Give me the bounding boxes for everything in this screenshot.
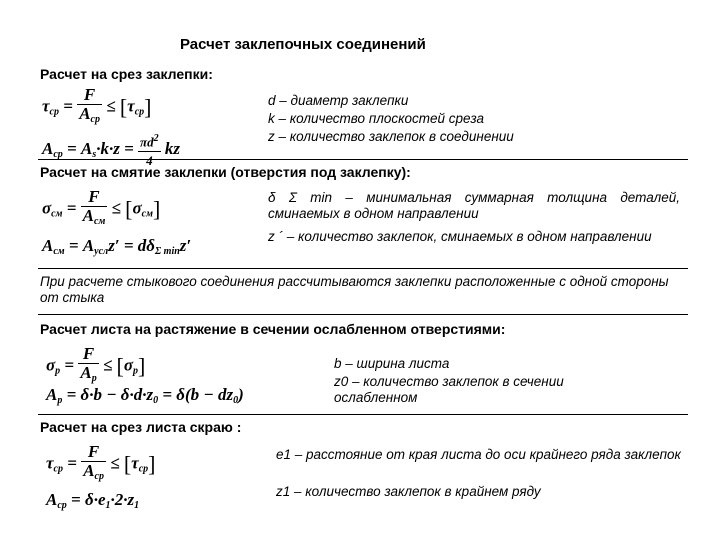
section-heading-rivet-shear: Расчет на срез заклепки: [40, 66, 213, 82]
divider [38, 268, 688, 269]
note-e1: e1 – расстояние от края листа до оси крайнего ряда заклепок [276, 447, 681, 462]
divider [38, 414, 688, 415]
formula-edge-shear-area: $A_{ср} = \delta\cdot e_1\cdot 2\cdot z_1$ [46, 490, 140, 511]
divider [38, 159, 688, 160]
remark-text: При расчете стыкового соединения рассчитываются заклепки расположенные с одной стороны от стыка [40, 274, 669, 305]
divider [38, 314, 688, 315]
note-z-prime: z ´ – количество заклепок, сминаемых в одном направлении [268, 229, 652, 244]
note-z: z – количество заклепок в соединении [268, 129, 514, 144]
note-d: d – диаметр заклепки [268, 93, 409, 108]
section-heading-edge-shear: Расчет на срез листа скраю : [40, 419, 242, 435]
formula-tension-area: $A_p = \delta\cdot b - \delta\cdot d\cdot z_0 = \delta(b - dz_0)$ [46, 385, 244, 406]
formula-rivet-shear-area: $A_{ср} = A_s\cdot k\cdot z$ = $\frac{\pi d^2}{4}$ kz [42, 130, 180, 170]
page-title: Расчет заклепочных соединений [180, 36, 426, 53]
note-k: k – количество плоскостей среза [268, 111, 485, 126]
formula-tension-stress: $\sigma_p$ = $\frac{F}{A_p}$ ≤ $[\sigma_p]$ [46, 344, 146, 384]
note-delta-min: δ Σ min – минимальная суммарная толщина деталей, сминаемых в одном направлении [268, 190, 680, 221]
formula-edge-shear-stress: $\tau_{ср}$ = $\frac{F}{A_{ср}}$ ≤ $[\tau_{ср}]$ [46, 442, 156, 482]
formula-rivet-shear-stress: $\tau_{ср}$ = $\frac{F}{A_{ср}}$ ≤ $[\tau_{ср}]$ [42, 85, 152, 125]
section-heading-tension: Расчет листа на растяжение в сечении ослабленном отверстиями: [40, 321, 506, 337]
section-heading-bearing: Расчет на смятие заклепки (отверстия под заклепку): [40, 164, 411, 180]
formula-bearing-stress: $\sigma_{см}$ = $\frac{F}{A_{см}}$ ≤ $[\sigma_{см}]$ [42, 187, 161, 227]
note-z0: z0 – количество заклепок в сечении ослабленном [334, 374, 564, 405]
formula-bearing-area: $A_{см} = A_{усл}z' = d\delta_{\Sigma min}z'$ [42, 236, 192, 257]
note-z1: z1 – количество заклепок в крайнем ряду [276, 484, 541, 499]
note-b: b – ширина листа [334, 356, 450, 371]
